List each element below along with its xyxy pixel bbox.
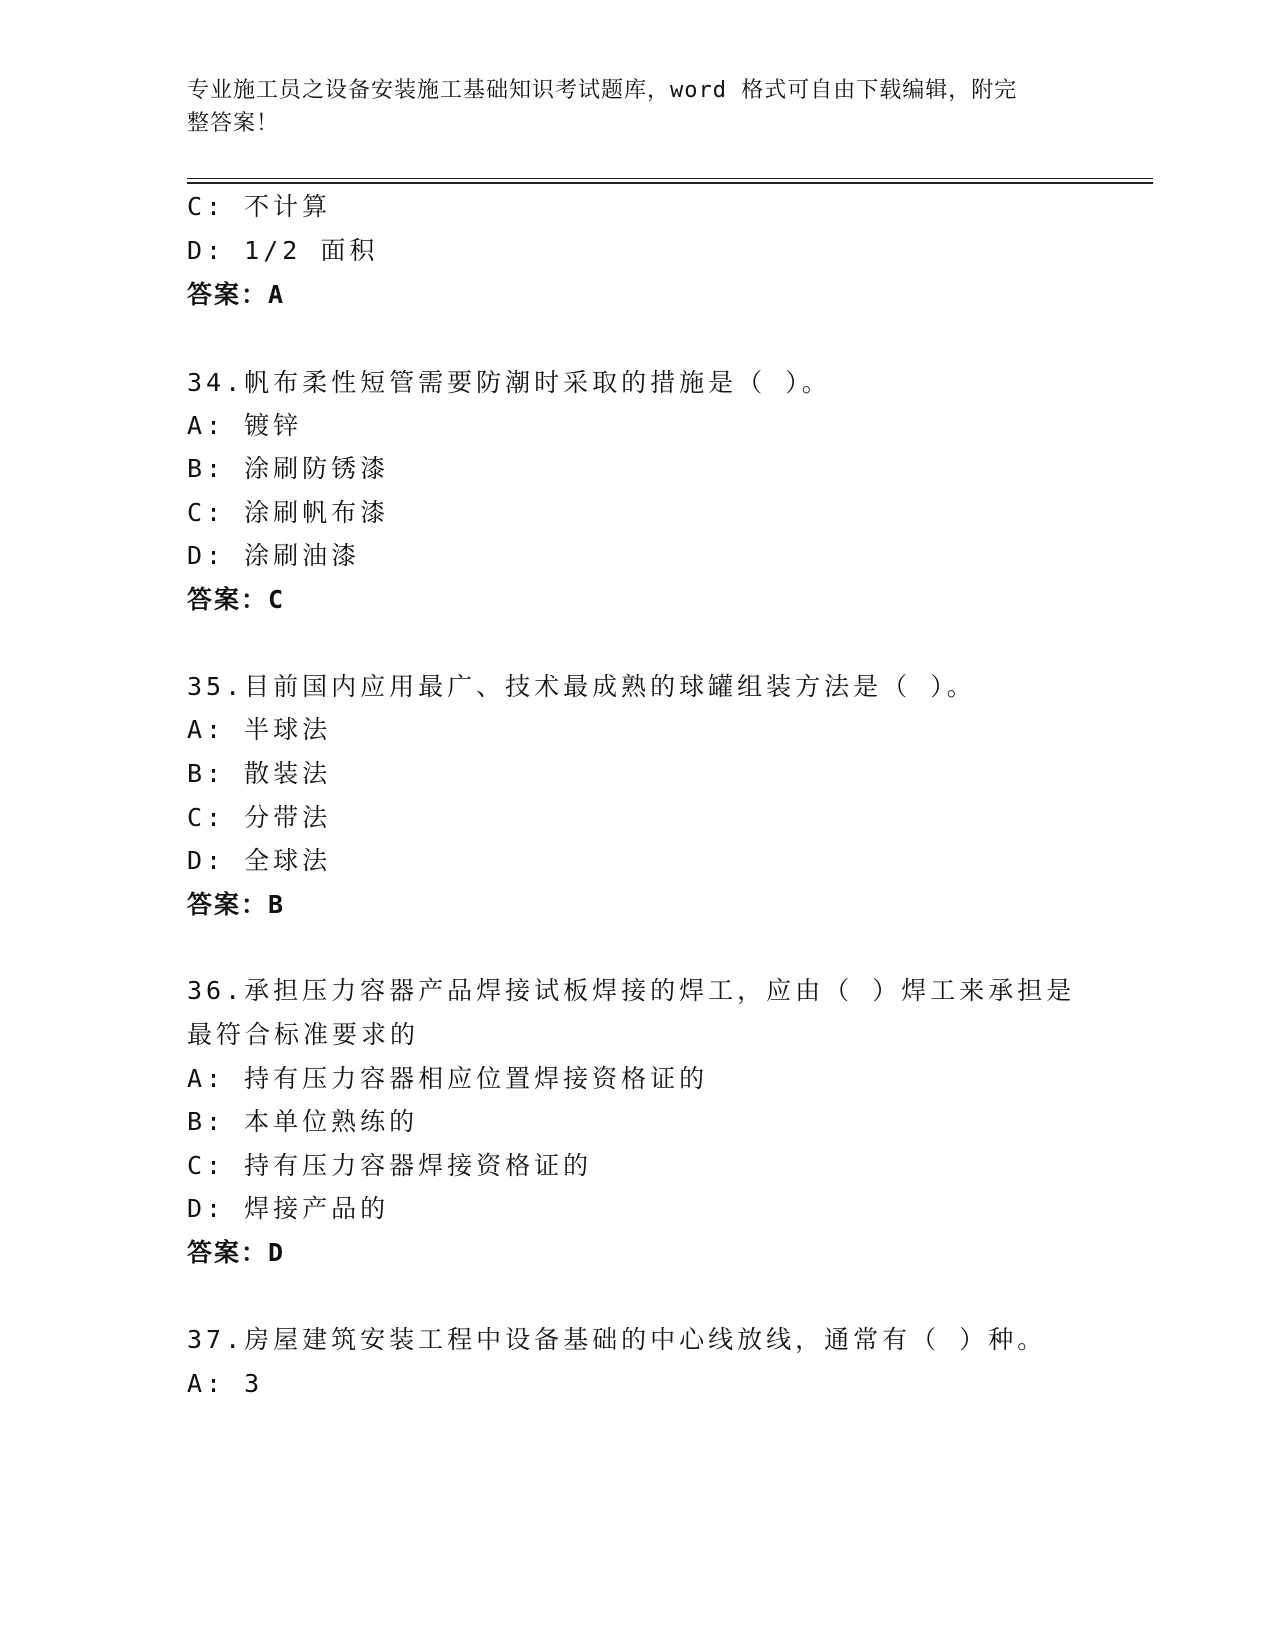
question-35-option-a: A: 半球法 [187,715,332,744]
header-line-2: 整答案！ [187,111,280,136]
question-35-option-d: D: 全球法 [187,846,332,875]
question-34-option-b: B: 涂刷防锈漆 [187,454,390,483]
option-d: D: 1/2 面积 [187,236,379,265]
header-line-1: 专业施工员之设备安装施工基础知识考试题库，word 格式可自由下载编辑，附完 [187,78,1018,103]
option-c: C: 不计算 [187,192,332,221]
question-35-option-b: B: 散装法 [187,759,332,788]
question-34-option-a: A: 镀锌 [187,411,303,440]
question-36-answer: 答案：D [187,1238,286,1267]
question-34-stem: 34.帆布柔性短管需要防潮时采取的措施是（ ）。 [187,368,831,397]
header-divider-bottom [187,182,1153,184]
question-34-option-c: C: 涂刷帆布漆 [187,498,390,527]
question-35-answer: 答案：B [187,890,286,919]
answer-line: 答案：A [187,280,286,309]
question-36-option-b: B: 本单位熟练的 [187,1107,419,1136]
question-37-stem: 37.房屋建筑安装工程中设备基础的中心线放线，通常有（ ）种。 [187,1325,1047,1354]
question-35-option-c: C: 分带法 [187,803,332,832]
question-36-option-a: A: 持有压力容器相应位置焊接资格证的 [187,1064,709,1093]
question-36-option-d: D: 焊接产品的 [187,1194,390,1223]
question-35-stem: 35.目前国内应用最广、技术最成熟的球罐组装方法是（ ）。 [187,672,976,701]
document-header [187,74,1067,140]
question-36-option-c: C: 持有压力容器焊接资格证的 [187,1151,593,1180]
question-34-option-d: D: 涂刷油漆 [187,541,361,570]
question-36-stem-line-1: 36.承担压力容器产品焊接试板焊接的焊工，应由（ ）焊工来承担是 [187,976,1076,1005]
question-34-answer: 答案：C [187,585,286,614]
header-divider-top [187,178,1153,179]
question-36-stem-line-2: 最符合标准要求的 [187,1020,420,1049]
question-37-option-a: A: 3 [187,1369,264,1398]
